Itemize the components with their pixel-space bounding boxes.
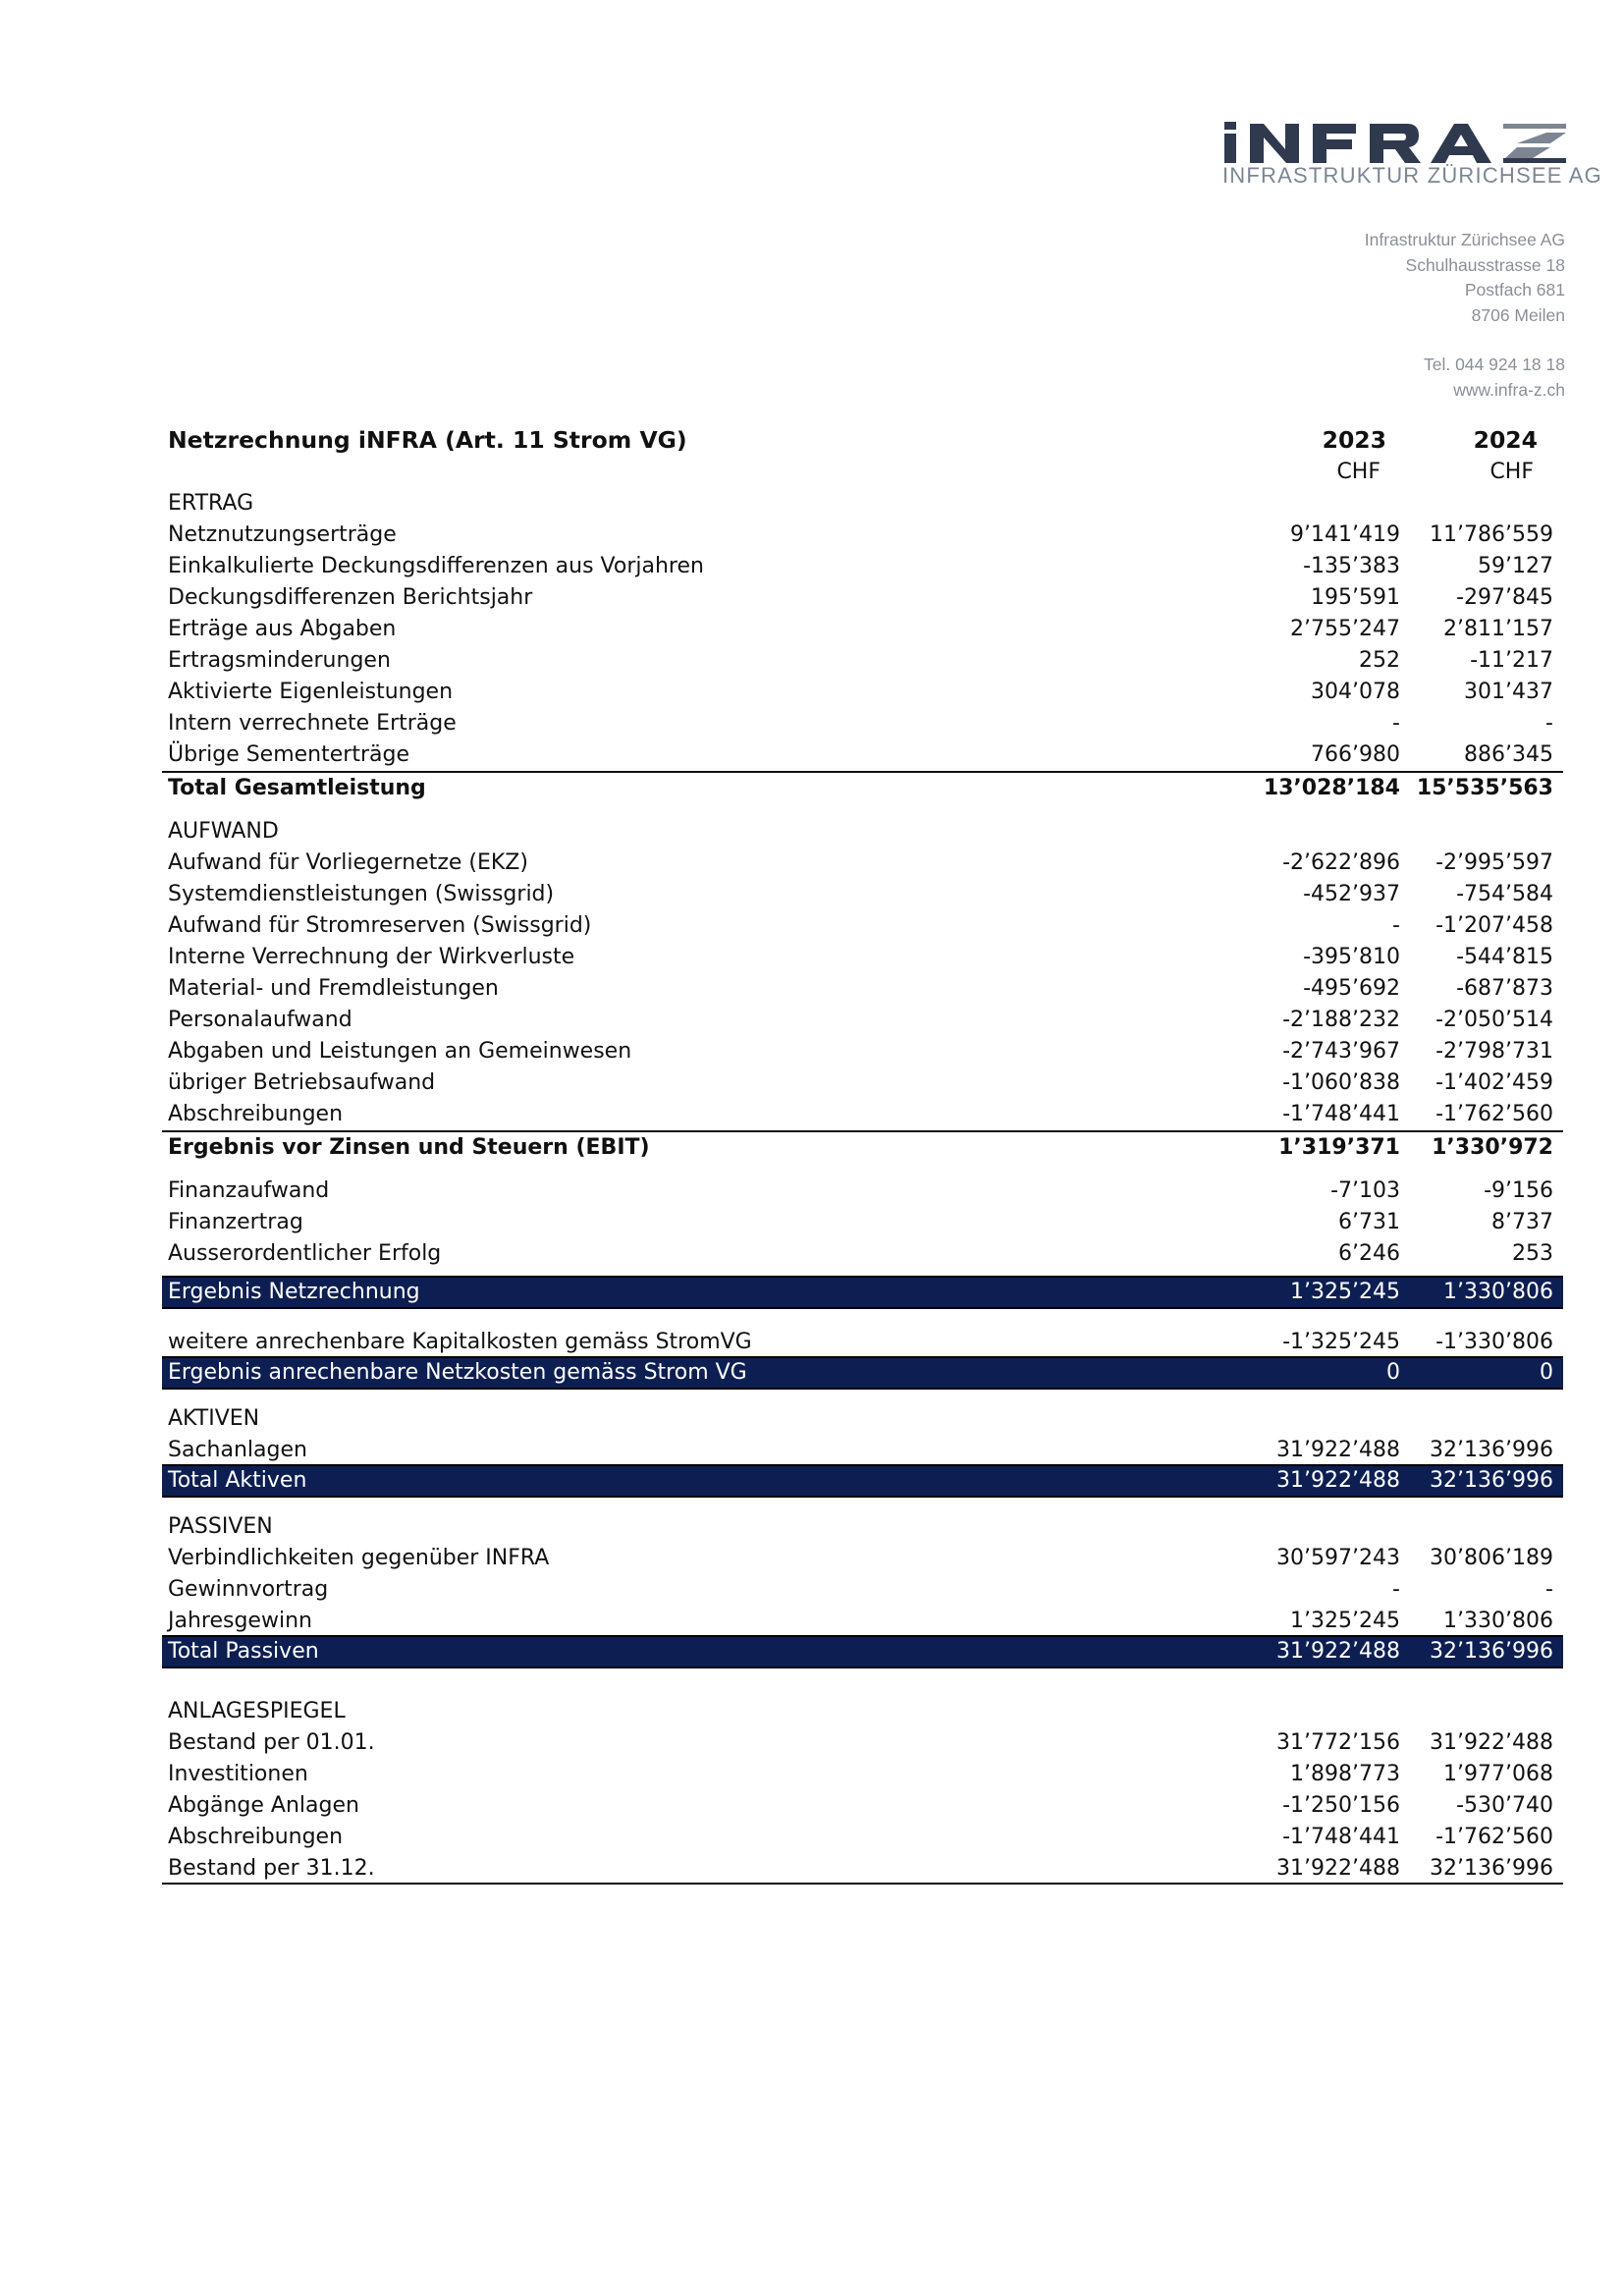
value-2023: -1’250’156 (1282, 1793, 1400, 1818)
row-label: AUFWAND (168, 819, 279, 844)
table-row (162, 677, 1563, 708)
row-label: Gewinnvortrag (168, 1577, 329, 1602)
table-row (162, 739, 1563, 771)
row-label: Finanzaufwand (168, 1178, 330, 1203)
table-row (162, 1327, 1563, 1356)
company-logo (1222, 122, 1602, 189)
table-row (162, 942, 1563, 973)
row-label: Aufwand für Stromreserven (Swissgrid) (168, 913, 592, 938)
value-2023: 6’731 (1338, 1210, 1400, 1234)
value-2024: 301’437 (1464, 680, 1553, 704)
page-title: Netzrechnung iNFRA (Art. 11 Strom VG) (168, 426, 687, 454)
section-heading-ertrag (162, 488, 1563, 519)
table-row (162, 879, 1563, 910)
netzrechnung-table (162, 423, 1563, 1885)
value-2024: 1’977’068 (1443, 1762, 1553, 1786)
row-label: Einkalkulierte Deckungsdifferenzen aus Vorjahren (168, 554, 704, 578)
row-label: ERTRAG (168, 491, 254, 516)
address-city: 8706 Meilen (1471, 304, 1565, 325)
value-2023: 31’922’488 (1276, 1438, 1400, 1462)
row-label: Netznutzungserträge (168, 522, 397, 547)
value-2024: -1’402’459 (1435, 1070, 1553, 1095)
table-title-row (162, 423, 1563, 457)
section-heading-aufwand (162, 816, 1563, 847)
value-2024: - (1545, 711, 1553, 736)
row-label: Personalaufwand (168, 1008, 352, 1032)
row-label: Bestand per 31.12. (168, 1856, 375, 1881)
table-row (162, 582, 1563, 614)
value-2023: 2’755’247 (1290, 617, 1400, 641)
value-2023: 0 (1386, 1360, 1400, 1385)
value-2023: -495’692 (1303, 976, 1400, 1001)
row-label: Sachanlagen (168, 1438, 307, 1462)
value-2023: 1’325’245 (1290, 1609, 1400, 1633)
row-label: Abschreibungen (168, 1102, 344, 1126)
value-2024: 1’330’806 (1443, 1609, 1553, 1633)
value-2023: 9’141’419 (1290, 522, 1400, 547)
table-row (162, 1853, 1563, 1885)
row-label: Ergebnis Netzrechnung (168, 1280, 420, 1304)
table-row (162, 1238, 1563, 1270)
value-2023: -452’937 (1303, 882, 1400, 906)
row-label: Verbindlichkeiten gegenüber INFRA (168, 1546, 550, 1570)
value-2023: -7’103 (1330, 1178, 1400, 1203)
value-2024: -1’330’806 (1435, 1330, 1553, 1354)
address-postbox: Postfach 681 (1464, 280, 1565, 300)
value-2023: -395’810 (1303, 945, 1400, 969)
value-2023: 252 (1359, 648, 1400, 673)
row-label: PASSIVEN (168, 1514, 273, 1539)
value-2024: -2’995’597 (1435, 850, 1553, 875)
row-label: Total Gesamtleistung (168, 776, 426, 800)
row-label: Total Aktiven (168, 1468, 307, 1493)
row-label: Deckungsdifferenzen Berichtsjahr (168, 585, 533, 610)
row-label: weitere anrechenbare Kapitalkosten gemäss StromVG (168, 1330, 752, 1354)
value-2024: -687’873 (1456, 976, 1553, 1001)
value-2024: 32’136’996 (1430, 1468, 1553, 1493)
value-2023: -2’743’967 (1282, 1039, 1400, 1064)
value-2024: 886’345 (1464, 742, 1553, 767)
value-2024: -2’050’514 (1435, 1008, 1553, 1032)
table-row (162, 1005, 1563, 1036)
value-2024: -754’584 (1456, 882, 1553, 906)
table-row (162, 1727, 1563, 1759)
row-label: Abgaben und Leistungen an Gemeinwesen (168, 1039, 632, 1064)
row-label: Übrige Sementerträge (168, 742, 409, 767)
row-label: Material- und Fremdleistungen (168, 976, 499, 1001)
table-row (162, 1574, 1563, 1606)
result-row-netzkosten (162, 1356, 1563, 1390)
row-label: Erträge aus Abgaben (168, 617, 397, 641)
value-2024: -9’156 (1484, 1178, 1553, 1203)
value-2023: 13’028’184 (1263, 776, 1400, 800)
row-label: Jahresgewinn (168, 1609, 312, 1633)
value-2024: 1’330’806 (1443, 1280, 1553, 1304)
table-row (162, 847, 1563, 879)
table-row (162, 1207, 1563, 1238)
value-2024: 30’806’189 (1430, 1546, 1553, 1570)
currency-row (162, 457, 1563, 488)
value-2024: 1’330’972 (1432, 1135, 1553, 1160)
value-2023: 31’772’156 (1276, 1730, 1400, 1755)
value-2024: 0 (1540, 1360, 1553, 1385)
table-row (162, 1543, 1563, 1574)
row-label: Ergebnis anrechenbare Netzkosten gemäss Strom VG (168, 1360, 747, 1385)
section-heading-aktiven (162, 1403, 1563, 1435)
value-2023: 30’597’243 (1276, 1546, 1400, 1570)
total-row-aktiven (162, 1464, 1563, 1498)
table-row (162, 1822, 1563, 1853)
table-row (162, 1790, 1563, 1822)
year-2023-header: 2023 (1322, 426, 1386, 454)
row-label: übriger Betriebsaufwand (168, 1070, 436, 1095)
value-2024: -1’207’458 (1435, 913, 1553, 938)
value-2024: 11’786’559 (1430, 522, 1553, 547)
value-2023: - (1392, 711, 1400, 736)
section-heading-anlagespiegel (162, 1696, 1563, 1727)
value-2024: - (1545, 1577, 1553, 1602)
value-2024: 59’127 (1478, 554, 1553, 578)
table-row (162, 519, 1563, 551)
value-2024: 32’136’996 (1430, 1438, 1553, 1462)
value-2024: 32’136’996 (1430, 1639, 1553, 1664)
table-row (162, 551, 1563, 582)
row-label: Bestand per 01.01. (168, 1730, 375, 1755)
value-2024: -11’217 (1470, 648, 1553, 673)
row-label: Systemdienstleistungen (Swissgrid) (168, 882, 555, 906)
value-2023: 1’898’773 (1290, 1762, 1400, 1786)
total-row-passiven (162, 1635, 1563, 1668)
value-2023: 195’591 (1311, 585, 1400, 610)
table-row (162, 614, 1563, 645)
row-label: Aufwand für Vorliegernetze (EKZ) (168, 850, 528, 875)
logo-subtitle: INFRASTRUKTUR ZÜRICHSEE AG (1222, 163, 1602, 188)
table-row (162, 1606, 1563, 1635)
row-label: Abgänge Anlagen (168, 1793, 359, 1818)
value-2023: 31’922’488 (1276, 1468, 1400, 1493)
value-2023: -1’748’441 (1282, 1102, 1400, 1126)
row-label: Investitionen (168, 1762, 308, 1786)
table-row (162, 1036, 1563, 1067)
value-2024: 253 (1512, 1241, 1553, 1266)
address-street: Schulhausstrasse 18 (1405, 254, 1565, 275)
table-row (162, 1759, 1563, 1790)
table-row (162, 1175, 1563, 1207)
value-2024: 32’136’996 (1430, 1856, 1553, 1881)
address-company: Infrastruktur Zürichsee AG (1364, 230, 1565, 249)
row-label: Abschreibungen (168, 1825, 344, 1849)
address-phone: Tel. 044 924 18 18 (1423, 355, 1565, 374)
value-2023: 6’246 (1338, 1241, 1400, 1266)
value-2024: 2’811’157 (1443, 617, 1553, 641)
value-2024: -2’798’731 (1435, 1039, 1553, 1064)
value-2023: 31’922’488 (1276, 1639, 1400, 1664)
row-label: ANLAGESPIEGEL (168, 1699, 346, 1723)
value-2023: -2’188’232 (1282, 1008, 1400, 1032)
currency-2023: CHF (1336, 460, 1380, 484)
total-row-ebit (162, 1130, 1563, 1162)
value-2023: - (1392, 913, 1400, 938)
infra-wordmark-icon (1222, 122, 1568, 165)
row-label: Total Passiven (168, 1639, 319, 1664)
value-2024: -530’740 (1456, 1793, 1553, 1818)
value-2023: 31’922’488 (1276, 1856, 1400, 1881)
value-2023: 1’325’245 (1290, 1280, 1400, 1304)
table-row (162, 1067, 1563, 1099)
value-2024: -297’845 (1456, 585, 1553, 610)
total-row-gesamtleistung (162, 771, 1563, 802)
value-2023: -135’383 (1303, 554, 1400, 578)
row-label: Finanzertrag (168, 1210, 303, 1234)
value-2023: -1’748’441 (1282, 1825, 1400, 1849)
value-2023: -1’060’838 (1282, 1070, 1400, 1095)
address-block (1365, 228, 1565, 403)
row-label: Ertragsminderungen (168, 648, 391, 673)
value-2023: 304’078 (1311, 680, 1400, 704)
value-2023: 766’980 (1311, 742, 1400, 767)
row-label: Aktivierte Eigenleistungen (168, 680, 454, 704)
value-2023: 1’319’371 (1278, 1135, 1400, 1160)
result-row-netzrechnung (162, 1276, 1563, 1309)
row-label: AKTIVEN (168, 1406, 260, 1431)
table-row (162, 1099, 1563, 1130)
row-label: Interne Verrechnung der Wirkverluste (168, 945, 575, 969)
address-web: www.infra-z.ch (1453, 379, 1565, 400)
row-label: Ergebnis vor Zinsen und Steuern (EBIT) (168, 1135, 650, 1160)
table-row (162, 973, 1563, 1005)
value-2024: -544’815 (1456, 945, 1553, 969)
row-label: Intern verrechnete Erträge (168, 711, 457, 736)
value-2024: 31’922’488 (1430, 1730, 1553, 1755)
year-2024-header: 2024 (1473, 426, 1538, 454)
value-2023: -2’622’896 (1282, 850, 1400, 875)
value-2024: 15’535’563 (1416, 776, 1553, 800)
table-row (162, 910, 1563, 942)
section-heading-passiven (162, 1511, 1563, 1543)
value-2024: 8’737 (1491, 1210, 1553, 1234)
row-label: Ausserordentlicher Erfolg (168, 1241, 442, 1266)
value-2023: - (1392, 1577, 1400, 1602)
table-row (162, 1435, 1563, 1464)
currency-2024: CHF (1489, 460, 1534, 484)
value-2023: -1’325’245 (1282, 1330, 1400, 1354)
table-row (162, 708, 1563, 739)
table-row (162, 645, 1563, 677)
value-2024: -1’762’560 (1435, 1825, 1553, 1849)
value-2024: -1’762’560 (1435, 1102, 1553, 1126)
